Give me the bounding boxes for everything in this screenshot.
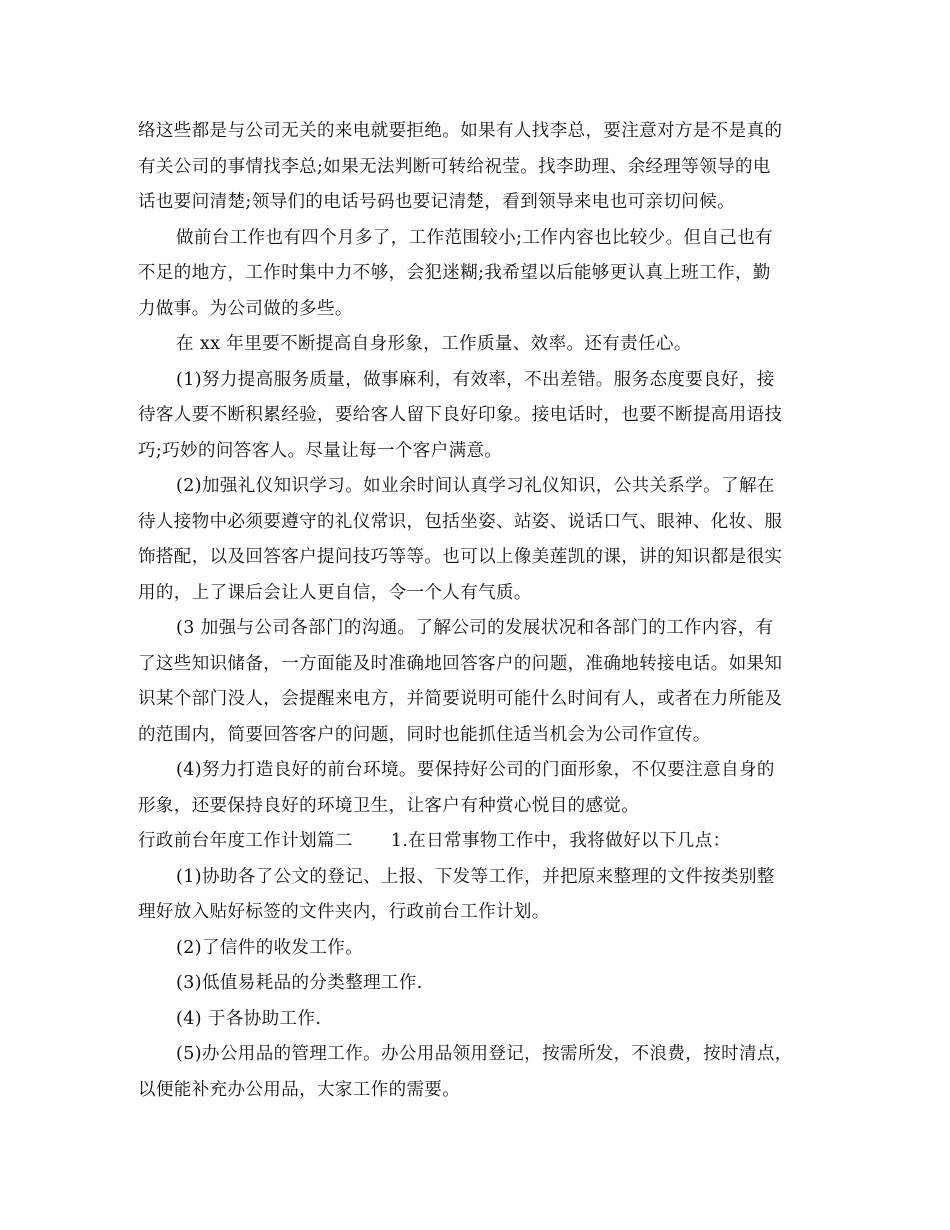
text-line: 形象，还要保持良好的环境卫生，让客户有种赏心悦目的感觉。 [138, 795, 640, 816]
sub-item-3-line: (3)低值易耗品的分类整理工作. [176, 973, 423, 993]
sub-item-1-line: (1)协助各了公文的登记、上报、下发等工作，并把原来整理的文件按类别整 [176, 866, 775, 887]
text-line: 巧;巧妙的问答客人。尽量让每一个客户满意。 [138, 440, 503, 461]
list-item-1-line: (1)努力提高服务质量，做事麻利，有效率，不出差错。服务态度要良好，接 [176, 369, 775, 390]
text-line: 理好放入贴好标签的文件夹内，行政前台工作计划。 [138, 902, 550, 922]
text-line: 待客人要不断积累经验，要给客人留下良好印象。接电话时，也要不断提高用语技 [138, 405, 783, 425]
document-body [138, 114, 814, 1108]
text-line: 络这些都是与公司无关的来电就要拒绝。如果有人找李总，要注意对方是不是真的 [138, 121, 783, 141]
text-line: 话也要问清楚;领导们的电话号码也要记清楚，看到领导来电也可亲切问候。 [138, 192, 735, 212]
list-item-2-line: (2)加强礼仪知识学习。如业余时间认真学习礼仪知识，公共关系学。了解在 [176, 476, 775, 496]
text-line: 待人接物中必须要遵守的礼仪常识，包括坐姿、站姿、说话口气、眼神、化妆、服 [138, 511, 783, 532]
list-item-4-line: (4)努力打造良好的前台环境。要保持好公司的门面形象，不仅要注意自身的 [176, 760, 775, 780]
text-line: 以便能补充办公用品，大家工作的需要。 [138, 1079, 461, 1100]
text-line: 了这些知识储备，一方面能及时准确地回答客户的问题，准确地转接电话。如果知 [138, 653, 783, 674]
text-line: 的范围内，简要回答客户的问题，同时也能抓住适当机会为公司作宣传。 [138, 724, 711, 745]
paragraph-start-line: 做前台工作也有四个月多了，工作范围较小;工作内容也比较少。但自己也有 [176, 227, 773, 248]
list-item-3-line: (3 加强与公司各部门的沟通。了解公司的发展状况和各部门的工作内容，有 [176, 618, 774, 638]
text-line: 用的，上了课后会让人更自信，令一个人有气质。 [138, 582, 532, 603]
text-line: 力做事。为公司做的多些。 [138, 298, 353, 319]
section-heading: 行政前台年度工作计划篇二 [138, 831, 353, 851]
section-first-item: 1.在日常事物工作中，我将做好以下几点： [390, 831, 731, 851]
section-heading-line [138, 824, 814, 860]
sub-item-5-line: (5)办公用品的管理工作。办公用品领用登记，按需所发，不浪费，按时清点， [176, 1044, 793, 1064]
text-line: 识某个部门没人，会提醒来电方，并简要说明可能什么时间有人，或者在力所能及 [138, 689, 783, 709]
text-line: 不足的地方，工作时集中力不够，会犯迷糊;我希望以后能够更认真上班工作，勤 [138, 263, 771, 283]
sub-item-4-line: (4) 于各协助工作. [176, 1008, 322, 1029]
text-line: 饰搭配，以及回答客户提问技巧等等。也可以上像美莲凯的课，讲的知识都是很实 [138, 547, 783, 567]
paragraph-start-line: 在 xx 年里要不断提高自身形象，工作质量、效率。还有责任心。 [176, 334, 692, 354]
text-line: 有关公司的事情找李总;如果无法判断可转给祝莹。找李助理、余经理等领导的电 [138, 156, 771, 177]
sub-item-2-line: (2)了信件的收发工作。 [176, 937, 364, 958]
